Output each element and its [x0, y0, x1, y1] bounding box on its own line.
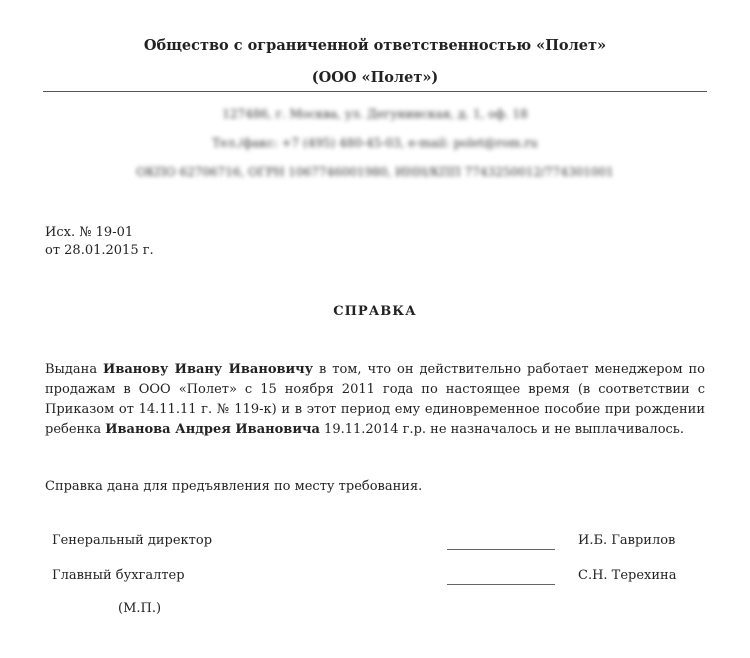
child-name: Иванова Андрея Ивановича	[105, 422, 320, 437]
header-divider	[43, 91, 707, 92]
signatory-position: Генеральный директор	[52, 533, 213, 548]
document-title: СПРАВКА	[333, 304, 417, 319]
company-short-name: (ООО «Полет»)	[311, 69, 439, 86]
signatory-position: Главный бухгалтер	[52, 568, 185, 583]
company-contacts: Тел./факс: +7 (495) 480-45-03, e-mail: polet@rom.ru	[212, 136, 538, 150]
outgoing-date: от 28.01.2015 г.	[45, 243, 154, 258]
outgoing-number: Исх. № 19-01	[45, 225, 134, 240]
purpose-statement: Справка дана для предъявления по месту требования.	[45, 479, 423, 494]
signatory-name: С.Н. Терехина	[578, 568, 677, 583]
text: Выдана	[45, 362, 104, 377]
company-address: 127486, г. Москва, ул. Дегунинская, д. 1, оф. 18	[222, 107, 528, 121]
company-registry: ОКПО 62706716, ОГРН 1067746001980, ИНН/КПП 7743250012/774301001	[136, 165, 614, 179]
company-full-name: Общество с ограниченной ответственностью «Полет»	[143, 37, 607, 54]
text: 19.11.2014 г.р. не назначалось и не выплачивалось.	[319, 422, 685, 437]
signature-line	[447, 549, 555, 550]
stamp-placeholder: (М.П.)	[118, 601, 162, 616]
signatory-name: И.Б. Гаврилов	[578, 533, 676, 548]
certificate-paragraph	[45, 360, 705, 440]
text: в том, что он действительно работает менеджером по продажам в ООО «Полет» с 15 ноября 2011 года по настоящее время (в соответствии с Приказом от 14.11.11 г. № 119-к) и в этот период ему единовременное пособие при рождении ребенка	[45, 362, 706, 437]
employee-name: Иванову Ивану Ивановичу	[103, 362, 314, 377]
signature-line	[447, 584, 555, 585]
